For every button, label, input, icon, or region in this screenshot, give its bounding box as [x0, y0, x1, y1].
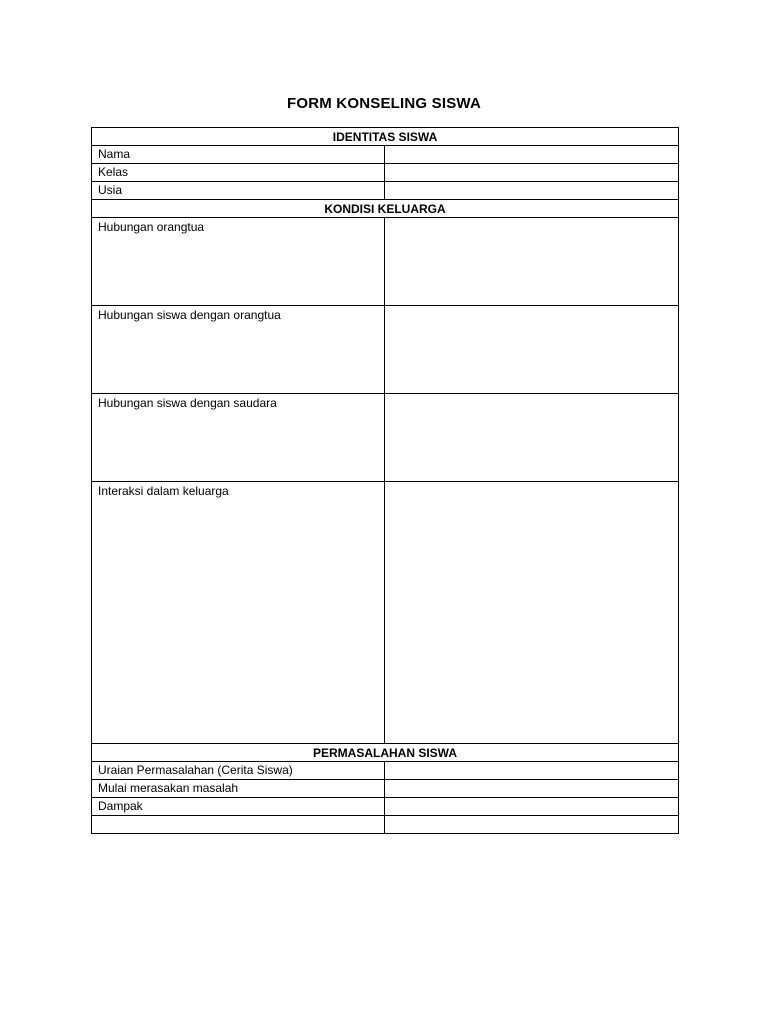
field-label-kelas: Kelas [92, 164, 385, 182]
table-row [92, 146, 679, 164]
field-value-usia[interactable] [385, 182, 679, 200]
field-value-interaksi-keluarga[interactable] [385, 482, 679, 744]
field-label-mulai-merasakan: Mulai merasakan masalah [92, 780, 385, 798]
field-label-usia: Usia [92, 182, 385, 200]
field-label-dampak: Dampak [92, 798, 385, 816]
field-value-hubungan-siswa-saudara[interactable] [385, 394, 679, 482]
page-title: FORM KONSELING SISWA [286, 95, 481, 112]
field-label-interaksi-keluarga: Interaksi dalam keluarga [92, 482, 385, 744]
field-label-hubungan-siswa-saudara: Hubungan siswa dengan saudara [92, 394, 385, 482]
table-row [92, 762, 679, 780]
field-label-empty [92, 816, 385, 834]
table-row [92, 798, 679, 816]
table-row [92, 780, 679, 798]
counseling-form-table [91, 127, 679, 834]
field-label-hubungan-siswa-orangtua: Hubungan siswa dengan orangtua [92, 306, 385, 394]
field-value-empty[interactable] [385, 816, 679, 834]
field-label-hubungan-orangtua: Hubungan orangtua [92, 218, 385, 306]
field-value-dampak[interactable] [385, 798, 679, 816]
table-row [92, 164, 679, 182]
field-value-kelas[interactable] [385, 164, 679, 182]
section-header-row [92, 200, 679, 218]
table-row [92, 394, 679, 482]
table-row [92, 816, 679, 834]
section-heading-permasalahan: PERMASALAHAN SISWA [92, 744, 679, 762]
field-value-nama[interactable] [385, 146, 679, 164]
field-value-hubungan-orangtua[interactable] [385, 218, 679, 306]
table-row [92, 182, 679, 200]
table-row [92, 482, 679, 744]
section-heading-keluarga: KONDISI KELUARGA [92, 200, 679, 218]
table-row [92, 306, 679, 394]
field-label-uraian-permasalahan: Uraian Permasalahan (Cerita Siswa) [92, 762, 385, 780]
table-row [92, 218, 679, 306]
field-value-mulai-merasakan[interactable] [385, 780, 679, 798]
section-header-row [92, 128, 679, 146]
section-header-row [92, 744, 679, 762]
section-heading-identitas: IDENTITAS SISWA [92, 128, 679, 146]
field-value-uraian-permasalahan[interactable] [385, 762, 679, 780]
field-label-nama: Nama [92, 146, 385, 164]
field-value-hubungan-siswa-orangtua[interactable] [385, 306, 679, 394]
